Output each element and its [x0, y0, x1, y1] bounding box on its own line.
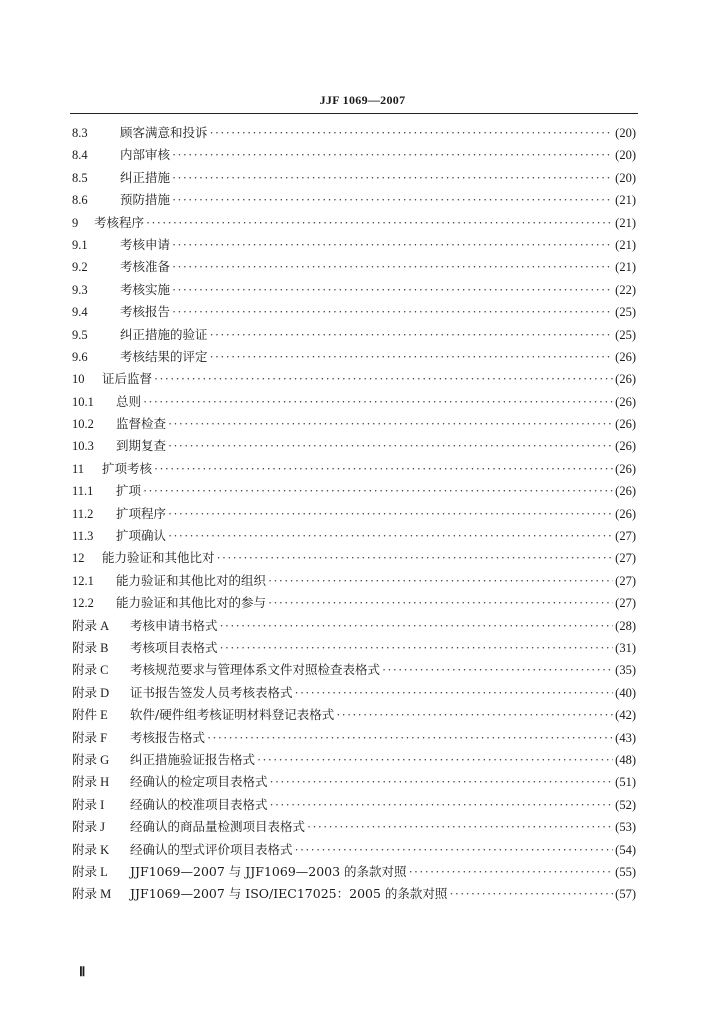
toc-entry-page: (27) — [615, 551, 636, 566]
toc-entry-title: 经确认的校准项目表格式 — [130, 796, 268, 812]
toc-entry-page: (55) — [615, 864, 636, 879]
toc-entry-page: (25) — [615, 305, 636, 320]
toc-entry-number: 11.1 — [72, 484, 94, 499]
toc-entry-page: (20) — [615, 148, 636, 163]
toc-entry-number: 10.2 — [72, 417, 94, 432]
toc-entry-number: 9.2 — [72, 260, 88, 275]
toc-entry-page: (20) — [615, 170, 636, 185]
toc-entry[interactable] — [72, 414, 636, 436]
toc-entry[interactable] — [72, 526, 636, 548]
toc-leader-dots — [382, 663, 613, 678]
toc-entry[interactable] — [72, 190, 636, 212]
toc-entry[interactable] — [72, 638, 636, 660]
toc-leader-dots — [210, 126, 614, 141]
toc-entry-title: 证书报告签发人员考核表格式 — [130, 684, 293, 700]
toc-entry-number: 附录 H — [72, 775, 110, 790]
toc-entry-page: (28) — [615, 618, 636, 633]
toc-leader-dots — [172, 238, 613, 253]
toc-entry-page: (27) — [615, 573, 636, 588]
toc-entry-page: (42) — [615, 708, 636, 723]
toc-entry-number: 10 — [72, 372, 85, 387]
toc-entry[interactable] — [72, 369, 636, 391]
toc-entry-page: (25) — [615, 327, 636, 342]
toc-leader-dots — [268, 574, 613, 589]
toc-entry[interactable] — [72, 123, 636, 145]
toc-entry[interactable] — [72, 705, 636, 727]
toc-leader-dots — [210, 328, 614, 343]
toc-entry-page: (54) — [615, 842, 636, 857]
toc-entry-title: 考核实施 — [120, 281, 171, 297]
toc-leader-dots — [210, 350, 614, 365]
toc-entry[interactable] — [72, 616, 636, 638]
toc-entry-page: (21) — [615, 237, 636, 252]
toc-entry[interactable] — [72, 683, 636, 705]
toc-entry-page: (26) — [615, 506, 636, 521]
toc-entry-page: (26) — [615, 372, 636, 387]
toc-leader-dots — [409, 865, 614, 880]
toc-entry-title: 经确认的型式评价项目表格式 — [130, 841, 293, 857]
toc-entry-number: 附件 E — [72, 708, 108, 723]
toc-entry-number: 附录 D — [72, 685, 110, 700]
toc-entry-title: 考核准备 — [120, 259, 171, 275]
toc-entry-number: 附录 L — [72, 864, 108, 879]
toc-entry-number: 11.2 — [72, 506, 94, 521]
toc-leader-dots — [172, 171, 613, 186]
toc-entry-number: 10.3 — [72, 439, 94, 454]
toc-entry-title: 证后监督 — [102, 371, 153, 387]
toc-entry-page: (21) — [615, 193, 636, 208]
toc-entry[interactable] — [72, 795, 636, 817]
toc-leader-dots — [270, 775, 614, 790]
toc-entry-number: 11 — [72, 461, 85, 476]
toc-entry-title: 考核报告格式 — [130, 729, 206, 745]
toc-entry[interactable] — [72, 884, 636, 906]
toc-leader-dots — [172, 305, 613, 320]
toc-entry-title: 纠正措施验证报告格式 — [130, 751, 256, 767]
toc-entry-page: (40) — [615, 685, 636, 700]
toc-entry-number: 附录 A — [72, 618, 110, 633]
toc-entry[interactable] — [72, 817, 636, 839]
toc-leader-dots — [257, 753, 613, 768]
toc-leader-dots — [336, 708, 613, 723]
toc-entry-page: (48) — [615, 752, 636, 767]
toc-entry-title: 考核申请 — [120, 236, 171, 252]
toc-entry[interactable] — [72, 840, 636, 862]
toc-entry[interactable] — [72, 168, 636, 190]
toc-entry-number: 9 — [72, 215, 79, 230]
toc-leader-dots — [168, 439, 613, 454]
running-header: JJF 1069—2007 — [319, 93, 406, 107]
toc-leader-dots — [143, 395, 613, 410]
toc-entry-page: (51) — [615, 775, 636, 790]
toc-entry-title: 考核申请书格式 — [130, 617, 218, 633]
toc-entry[interactable] — [72, 459, 636, 481]
toc-entry[interactable] — [72, 436, 636, 458]
toc-entry[interactable] — [72, 862, 636, 884]
toc-entry[interactable] — [72, 302, 636, 324]
toc-entry[interactable] — [72, 145, 636, 167]
toc-entry-page: (20) — [615, 126, 636, 140]
page-number: Ⅱ — [79, 964, 86, 979]
toc-entry-title: 监督检查 — [116, 416, 167, 432]
toc-entry-page: (53) — [615, 820, 636, 835]
toc-entry[interactable] — [72, 593, 636, 615]
toc-entry-number: 9.3 — [72, 282, 88, 297]
toc-entry-page: (26) — [615, 417, 636, 432]
toc-leader-dots — [307, 820, 613, 835]
toc-entry-number: 附录 C — [72, 663, 109, 678]
toc-entry-title: 到期复查 — [116, 438, 167, 454]
toc-entry-title: 扩项 — [116, 483, 142, 499]
toc-leader-dots — [220, 641, 614, 656]
toc-entry-title: JJF1069—2007 与 JJF1069—2003 的条款对照 — [130, 863, 407, 879]
toc-leader-dots — [295, 843, 614, 858]
toc-entry-title: 总则 — [116, 393, 142, 409]
toc-leader-dots — [168, 507, 613, 522]
toc-leader-dots — [146, 216, 613, 231]
toc-entry-title: 内部审核 — [120, 147, 171, 163]
toc-leader-dots — [172, 148, 613, 163]
toc-entry-number: 8.4 — [72, 148, 88, 163]
toc-entry-title: 扩项考核 — [102, 460, 153, 476]
toc-leader-dots — [172, 260, 613, 275]
toc-entry-number: 12 — [72, 551, 85, 566]
toc-entry[interactable] — [72, 235, 636, 257]
toc-entry[interactable] — [72, 571, 636, 593]
toc-leader-dots — [270, 798, 614, 813]
toc-entry-number: 附录 M — [72, 887, 112, 902]
toc-entry-number: 附录 I — [72, 797, 105, 812]
toc-entry-page: (26) — [615, 484, 636, 499]
toc-entry-title: 预防措施 — [120, 192, 171, 208]
toc-entry-title: 纠正措施的验证 — [120, 326, 208, 342]
toc-entry-title: 考核结果的评定 — [120, 348, 208, 364]
toc-entry-page: (27) — [615, 596, 636, 611]
toc-entry[interactable] — [72, 728, 636, 750]
toc-entry-page: (26) — [615, 394, 636, 409]
toc-leader-dots — [168, 417, 613, 432]
toc-entry-number: 附录 F — [72, 730, 108, 745]
toc-entry-title: 纠正措施 — [120, 169, 171, 185]
toc-entry[interactable] — [72, 481, 636, 503]
toc-entry-number: 附录 K — [72, 842, 110, 857]
toc-entry-number: 8.3 — [72, 126, 88, 140]
toc-entry-title: 能力验证和其他比对的参与 — [116, 595, 267, 611]
toc-entry-title: 考核规范要求与管理体系文件对照检查表格式 — [130, 662, 381, 678]
toc-entry-number: 附录 G — [72, 752, 110, 767]
toc-entry[interactable] — [72, 325, 636, 347]
toc-entry[interactable] — [72, 772, 636, 794]
toc-entry-page: (22) — [615, 282, 636, 297]
toc-entry-number: 附录 J — [72, 820, 105, 835]
toc-entry[interactable] — [72, 750, 636, 772]
header-rule — [70, 113, 638, 114]
toc-entry-number: 12.2 — [72, 596, 94, 611]
toc-entry-title: 考核项目表格式 — [130, 639, 218, 655]
toc-entry-number: 9.1 — [72, 237, 88, 252]
toc-entry-page: (27) — [615, 529, 636, 544]
toc-leader-dots — [172, 283, 613, 298]
toc-leader-dots — [268, 596, 613, 611]
toc-entry-page: (21) — [615, 215, 636, 230]
toc-leader-dots — [217, 551, 614, 566]
toc-entry-page: (43) — [615, 730, 636, 745]
toc-entry-title: 扩项程序 — [116, 505, 167, 521]
table-of-contents — [72, 123, 636, 907]
toc-entry-page: (26) — [615, 349, 636, 364]
toc-entry-number: 11.3 — [72, 529, 94, 544]
toc-entry-title: 经确认的检定项目表格式 — [130, 774, 268, 790]
toc-entry-title: 顾客满意和投诉 — [120, 125, 208, 140]
toc-entry[interactable] — [72, 548, 636, 570]
toc-entry[interactable] — [72, 280, 636, 302]
toc-entry-title: 软件/硬件组考核证明材料登记表格式 — [130, 707, 335, 723]
toc-leader-dots — [220, 619, 614, 634]
toc-leader-dots — [449, 887, 613, 902]
toc-entry[interactable] — [72, 504, 636, 526]
toc-entry-number: 8.5 — [72, 170, 88, 185]
toc-entry-page: (31) — [615, 640, 636, 655]
toc-entry-number: 9.5 — [72, 327, 88, 342]
toc-leader-dots — [154, 462, 613, 477]
toc-entry-number: 12.1 — [72, 573, 94, 588]
toc-entry-page: (57) — [615, 887, 636, 902]
toc-entry-title: 经确认的商品量检测项目表格式 — [130, 819, 306, 835]
toc-entry-title: 扩项确认 — [116, 528, 167, 544]
toc-entry-number: 8.6 — [72, 193, 88, 208]
toc-entry[interactable] — [72, 213, 636, 235]
toc-entry-page: (21) — [615, 260, 636, 275]
toc-entry-number: 9.6 — [72, 349, 88, 364]
toc-leader-dots — [172, 193, 613, 208]
toc-leader-dots — [143, 484, 613, 499]
toc-leader-dots — [154, 372, 613, 387]
toc-leader-dots — [168, 529, 613, 544]
toc-entry-title: 考核报告 — [120, 304, 171, 320]
toc-leader-dots — [207, 731, 613, 746]
toc-entry-page: (52) — [615, 797, 636, 812]
toc-entry-page: (26) — [615, 461, 636, 476]
toc-entry[interactable] — [72, 660, 636, 682]
toc-entry-number: 附录 B — [72, 640, 109, 655]
toc-entry-page: (35) — [615, 663, 636, 678]
toc-entry-title: 考核程序 — [94, 214, 145, 230]
toc-entry-page: (26) — [615, 439, 636, 454]
toc-leader-dots — [295, 686, 614, 701]
toc-entry-number: 10.1 — [72, 394, 94, 409]
toc-entry[interactable] — [72, 257, 636, 279]
toc-entry[interactable] — [72, 392, 636, 414]
toc-entry[interactable] — [72, 347, 636, 369]
toc-entry-title: 能力验证和其他比对 — [102, 550, 215, 566]
toc-entry-title: 能力验证和其他比对的组织 — [116, 572, 267, 588]
toc-entry-title: JJF1069—2007 与 ISO/IEC17025：2005 的条款对照 — [130, 886, 448, 902]
toc-entry-number: 9.4 — [72, 305, 88, 320]
